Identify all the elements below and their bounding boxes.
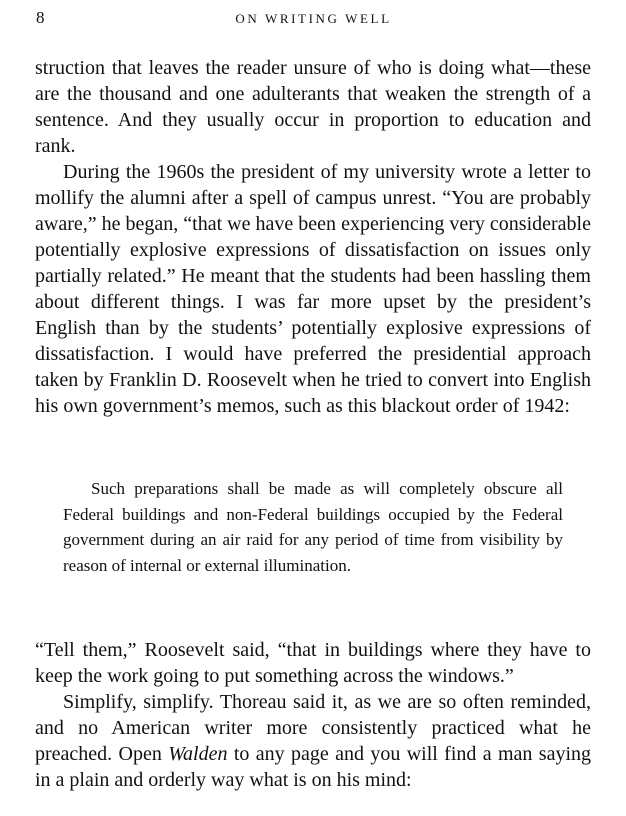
body-text-bottom	[35, 637, 591, 793]
running-head: ON WRITING WELL	[235, 11, 392, 26]
body-text-top	[35, 55, 591, 419]
simplify-text-start: Simplify, simplify. Thoreau said it, as we are so often reminded, and no American writer more consistently practiced what he preached. Open	[35, 691, 591, 765]
paragraph-continuation: struction that leaves the reader unsure of who is doing what—these are the thousand and one adulterants that weaken the strength of a sentence. And they usually occur in proportion to education and rank.	[35, 57, 591, 157]
page-number: 8	[36, 8, 45, 27]
page-header	[36, 8, 591, 28]
block-quote-text: Such preparations shall be made as will completely obscure all Federal buildings and non-Federal buildings occupied by the Federal government during an air raid for any period of time from visibility by reason of internal or external illumination.	[63, 479, 563, 575]
simplify-text-end: to any page and you will find a man saying in a plain and orderly way what is on his mind:	[35, 743, 591, 791]
book-title-walden: Walden	[168, 743, 228, 765]
paragraph-roosevelt-reply: “Tell them,” Roosevelt said, “that in buildings where they have to keep the work going to put something across the windows.”	[35, 639, 591, 687]
paragraph-simplify	[35, 689, 591, 793]
paragraph-president-letter: During the 1960s the president of my university wrote a letter to mollify the alumni after a spell of campus unrest. “You are probably aware,” he began, “that we have been experiencing very considerable potentially explosive expressions of dissatisfaction on issues only partially related.” He meant that the students had been hassling them about different things. I was far more upset by the president’s English than by the students’ potentially explosive expressions of dissatisfaction. I would have preferred the presidential approach taken by Franklin D. Roosevelt when he tried to convert into English his own government’s memos, such as this blackout order of 1942:	[35, 161, 591, 417]
block-quote-blackout-order	[63, 476, 563, 578]
